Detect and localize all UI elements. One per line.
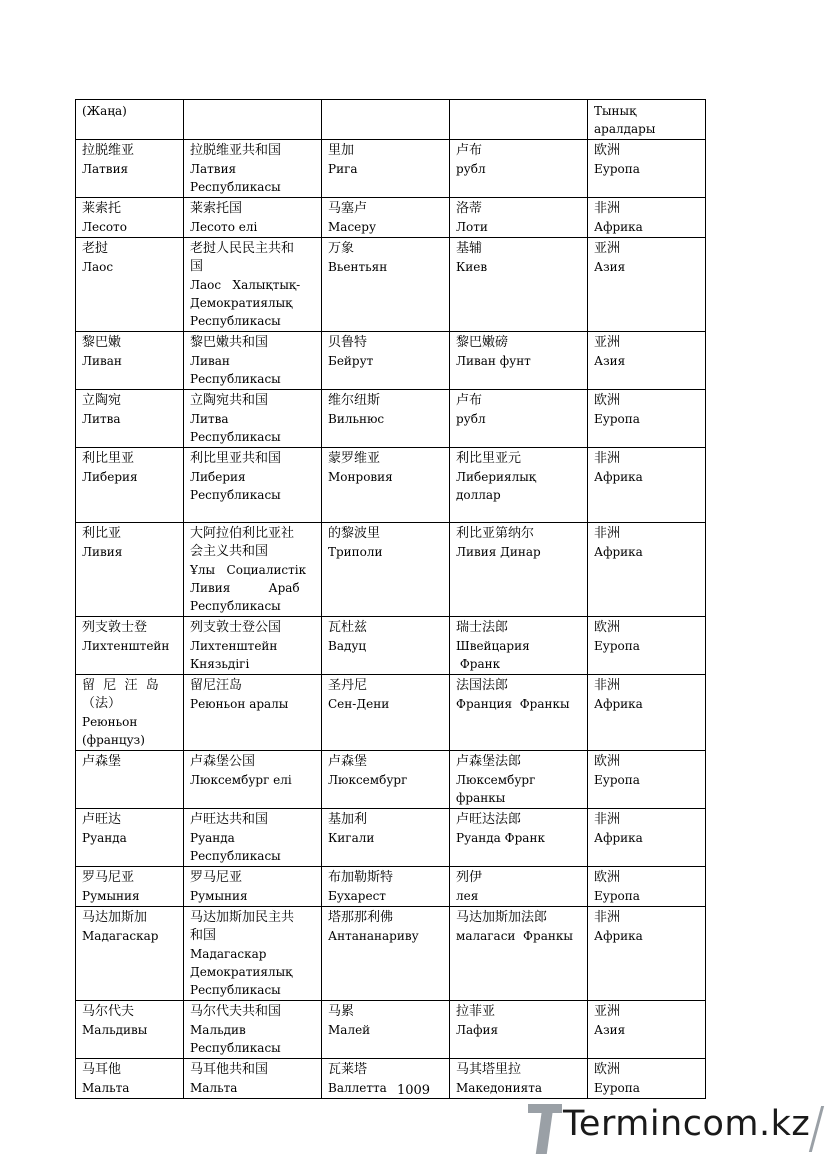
table-cell xyxy=(76,100,184,140)
table-cell xyxy=(76,751,184,809)
cell-line: 大阿拉伯利比亚社 xyxy=(190,526,295,541)
cell-line: 塔那那利佛 xyxy=(328,910,394,925)
table-cell xyxy=(184,448,322,523)
cell-line: （法） xyxy=(82,696,122,711)
cell-line: Антананариву xyxy=(328,929,419,943)
cell-line: Мальта xyxy=(82,1081,130,1095)
cell-line: Африка xyxy=(594,697,643,711)
cell-line: Демократиялық xyxy=(190,965,293,979)
cell-line: Румыния xyxy=(190,889,248,903)
cell-line: Еуропа xyxy=(594,1081,640,1095)
cell-line: Руанда xyxy=(190,831,235,845)
cell-line: Кигали xyxy=(328,831,375,845)
table-cell xyxy=(450,140,588,198)
cell-line: 利比里亚 xyxy=(82,451,135,466)
cell-line: доллар xyxy=(456,488,501,502)
cell-line: лея xyxy=(456,889,479,903)
cell-line: Азия xyxy=(594,354,626,368)
cell-line: Еуропа xyxy=(594,639,640,653)
cell-line: 列伊 xyxy=(456,870,483,885)
cell-line: Мальдивы xyxy=(82,1023,148,1037)
table-cell xyxy=(450,907,588,1001)
cell-line: 卢布 xyxy=(456,393,483,408)
cell-line: 莱索托 xyxy=(82,201,122,216)
table-cell xyxy=(450,448,588,523)
cell-line: 利比里亚共和国 xyxy=(190,451,282,466)
cell-line: 利比亚第纳尔 xyxy=(456,526,535,541)
table-cell xyxy=(450,332,588,390)
table-cell xyxy=(184,1001,322,1059)
cell-line: 马达加斯加民主共 xyxy=(190,910,295,925)
cell-line: Латвия xyxy=(190,162,237,176)
table-cell xyxy=(322,1001,450,1059)
table-cell xyxy=(588,332,706,390)
cell-line: 立陶宛共和国 xyxy=(190,393,269,408)
cell-line: 非洲 xyxy=(594,812,621,827)
cell-line: Республикасы xyxy=(190,1041,281,1055)
table-cell xyxy=(322,907,450,1001)
table-cell xyxy=(184,140,322,198)
cell-line: Сен-Дени xyxy=(328,697,390,711)
cell-line: Монровия xyxy=(328,470,393,484)
cell-line: 拉脱维亚共和国 xyxy=(190,143,282,158)
cell-line: Республикасы xyxy=(190,430,281,444)
table-row xyxy=(76,100,706,140)
cell-line: 非洲 xyxy=(594,526,621,541)
cell-line: Африка xyxy=(594,220,643,234)
cell-line: Бейрут xyxy=(328,354,374,368)
table-cell xyxy=(76,390,184,448)
table-cell xyxy=(588,238,706,332)
cell-line: 万象 xyxy=(328,241,355,256)
cell-line: 卢森堡 xyxy=(328,754,368,769)
cell-line: 卢布 xyxy=(456,143,483,158)
cell-line: 亚洲 xyxy=(594,241,621,256)
cell-line: Ұлы Социалистік xyxy=(190,563,307,577)
cell-line: Малей xyxy=(328,1023,371,1037)
table-row xyxy=(76,198,706,238)
cell-line: 卢旺达法郎 xyxy=(456,812,522,827)
cell-line: Лесото елі xyxy=(190,220,258,234)
cell-line: 列支敦士登公国 xyxy=(190,620,282,635)
table-cell xyxy=(322,100,450,140)
table-cell xyxy=(76,1001,184,1059)
table-cell xyxy=(588,751,706,809)
cell-line: Реюньон аралы xyxy=(190,697,289,711)
table-cell xyxy=(322,523,450,617)
cell-line: Рига xyxy=(328,162,358,176)
table-cell xyxy=(322,867,450,907)
cell-line: 贝鲁特 xyxy=(328,335,368,350)
cell-line: Еуропа xyxy=(594,889,640,903)
cell-line: 莱索托国 xyxy=(190,201,243,216)
cell-line: 基加利 xyxy=(328,812,368,827)
table-cell xyxy=(184,332,322,390)
table-cell xyxy=(588,198,706,238)
cell-line: (Жаңа) xyxy=(82,104,127,118)
cell-line: Республикасы xyxy=(190,372,281,386)
cell-line: 卢旺达 xyxy=(82,812,122,827)
cell-line: Республикасы xyxy=(190,488,281,502)
cell-line: Вадуц xyxy=(328,639,367,653)
cell-line: 瓦莱塔 xyxy=(328,1062,368,1077)
cell-line: Еуропа xyxy=(594,773,640,787)
table-cell xyxy=(322,390,450,448)
table-cell xyxy=(322,332,450,390)
table-cell xyxy=(76,140,184,198)
cell-line: 老挝人民民主共和 xyxy=(190,241,295,256)
cell-line: 欧洲 xyxy=(594,1062,621,1077)
cell-line: Либерия xyxy=(190,470,246,484)
table-cell xyxy=(450,809,588,867)
cell-line: 瑞士法郎 xyxy=(456,620,509,635)
cell-line: 圣丹尼 xyxy=(328,678,368,693)
logo-text: Termincom.kz xyxy=(563,1104,811,1144)
table-cell xyxy=(450,100,588,140)
table-cell xyxy=(322,751,450,809)
cell-line: Африка xyxy=(594,470,643,484)
cell-line: 黎巴嫩 xyxy=(82,335,122,350)
cell-line: 欧洲 xyxy=(594,870,621,885)
cell-line: 卢森堡 xyxy=(82,754,122,769)
cell-line: 国 xyxy=(190,259,204,274)
cell-line: 非洲 xyxy=(594,201,621,216)
cell-line: Ливан фунт xyxy=(456,354,531,368)
cell-line: Тынық xyxy=(594,104,637,118)
cell-line: 马尔代夫共和国 xyxy=(190,1004,282,1019)
table-row xyxy=(76,332,706,390)
table-cell xyxy=(588,523,706,617)
table-cell xyxy=(184,867,322,907)
table-cell xyxy=(184,238,322,332)
termincom-logo xyxy=(525,1098,825,1158)
cell-line: Франция Франкы xyxy=(456,697,570,711)
cell-line: Швейцария xyxy=(456,639,530,653)
cell-line: Франк xyxy=(456,657,501,671)
table-cell xyxy=(184,390,322,448)
table-cell xyxy=(450,523,588,617)
table-row xyxy=(76,523,706,617)
cell-line: малагаси Франкы xyxy=(456,929,573,943)
cell-line: 洛蒂 xyxy=(456,201,483,216)
cell-line: Мадагаскар xyxy=(190,947,267,961)
table-cell xyxy=(76,198,184,238)
table-cell xyxy=(184,675,322,751)
cell-line: 留 尼 汪 岛 xyxy=(82,678,159,693)
cell-line: 罗马尼亚 xyxy=(190,870,243,885)
cell-line: 老挝 xyxy=(82,241,109,256)
table-cell xyxy=(322,140,450,198)
cell-line: 欧洲 xyxy=(594,393,621,408)
cell-line: 亚洲 xyxy=(594,1004,621,1019)
cell-line: 马累 xyxy=(328,1004,355,1019)
cell-line: 利比里亚元 xyxy=(456,451,522,466)
table-row xyxy=(76,140,706,198)
cell-line: 立陶宛 xyxy=(82,393,122,408)
cell-line: 非洲 xyxy=(594,451,621,466)
table-row xyxy=(76,907,706,1001)
cell-line: Африка xyxy=(594,831,643,845)
cell-line: Руанда Франк xyxy=(456,831,545,845)
cell-line: Лоти xyxy=(456,220,488,234)
cell-line: 马其塔里拉 xyxy=(456,1062,522,1077)
cell-line: Либерия xyxy=(82,470,138,484)
cell-line: Валлетта xyxy=(328,1081,387,1095)
cell-line: 里加 xyxy=(328,143,355,158)
table-row xyxy=(76,751,706,809)
cell-line: Африка xyxy=(594,545,643,559)
cell-line: Князьдігі xyxy=(190,657,250,671)
table-cell xyxy=(588,100,706,140)
cell-line: Ливия Араб xyxy=(190,581,300,595)
cell-line: Лаос Халықтық- xyxy=(190,278,301,292)
cell-line: франкы xyxy=(456,791,506,805)
table-cell xyxy=(450,1001,588,1059)
table-cell xyxy=(76,523,184,617)
cell-line: Еуропа xyxy=(594,412,640,426)
cell-line: Еуропа xyxy=(594,162,640,176)
cell-line: 拉脱维亚 xyxy=(82,143,135,158)
table-cell xyxy=(450,238,588,332)
cell-line: Мальта xyxy=(190,1081,238,1095)
cell-line: Ливия Динар xyxy=(456,545,541,559)
table-cell xyxy=(76,448,184,523)
table-cell xyxy=(588,448,706,523)
table-row xyxy=(76,390,706,448)
cell-line: Люксембург xyxy=(328,773,408,787)
table-cell xyxy=(588,675,706,751)
cell-line: Бухарест xyxy=(328,889,386,903)
cell-line: 亚洲 xyxy=(594,335,621,350)
cell-line: Киев xyxy=(456,260,488,274)
table-cell xyxy=(322,448,450,523)
table-cell xyxy=(450,198,588,238)
table-cell xyxy=(322,675,450,751)
table-row xyxy=(76,1001,706,1059)
cell-line: Мальдив xyxy=(190,1023,246,1037)
cell-line: Либериялық xyxy=(456,470,537,484)
table-cell xyxy=(184,907,322,1001)
table-cell xyxy=(588,867,706,907)
cell-line: Латвия xyxy=(82,162,129,176)
cell-line: Лафия xyxy=(456,1023,499,1037)
cell-line: Ливан xyxy=(82,354,122,368)
cell-line: 非洲 xyxy=(594,678,621,693)
cell-line: Азия xyxy=(594,260,626,274)
cell-line: Ливия xyxy=(82,545,123,559)
table-cell xyxy=(588,390,706,448)
cell-line: рубл xyxy=(456,162,486,176)
table-cell xyxy=(450,390,588,448)
cell-line: 维尔纽斯 xyxy=(328,393,381,408)
cell-line: Триполи xyxy=(328,545,383,559)
cell-line: 蒙罗维亚 xyxy=(328,451,381,466)
table-cell xyxy=(588,140,706,198)
cell-line: Республикасы xyxy=(190,983,281,997)
table-cell xyxy=(588,907,706,1001)
table-cell xyxy=(76,617,184,675)
cell-line: 非洲 xyxy=(594,910,621,925)
table-cell xyxy=(450,867,588,907)
cell-line: Реюньон xyxy=(82,715,138,729)
table-row xyxy=(76,809,706,867)
cell-line: 马尔代夫 xyxy=(82,1004,135,1019)
cell-line: Вьентьян xyxy=(328,260,388,274)
cell-line: Румыния xyxy=(82,889,140,903)
cell-line: 马塞卢 xyxy=(328,201,368,216)
cell-line: Республикасы xyxy=(190,849,281,863)
cell-line: 马耳他 xyxy=(82,1062,122,1077)
table-cell xyxy=(450,617,588,675)
table-cell xyxy=(450,751,588,809)
table-cell xyxy=(184,100,322,140)
cell-line: Мадагаскар xyxy=(82,929,159,943)
table-cell xyxy=(184,523,322,617)
cell-line: Республикасы xyxy=(190,180,281,194)
cell-line: 和国 xyxy=(190,928,217,943)
cell-line: Люксембург елі xyxy=(190,773,292,787)
cell-line: 的黎波里 xyxy=(328,526,381,541)
cell-line: Литва xyxy=(190,412,229,426)
cell-line: 会主义共和国 xyxy=(190,544,269,559)
cell-line: 布加勒斯特 xyxy=(328,870,394,885)
table-cell xyxy=(184,617,322,675)
cell-line: Республикасы xyxy=(190,599,281,613)
cell-line: 卢旺达共和国 xyxy=(190,812,269,827)
cell-line: Ливан xyxy=(190,354,230,368)
cell-line: аралдары xyxy=(594,122,656,136)
table-cell xyxy=(76,332,184,390)
cell-line: Республикасы xyxy=(190,314,281,328)
page-number: 1009 xyxy=(396,1083,431,1098)
cell-line: 列支敦士登 xyxy=(82,620,148,635)
cell-line: 欧洲 xyxy=(594,620,621,635)
cell-line: 拉菲亚 xyxy=(456,1004,496,1019)
table-cell xyxy=(76,809,184,867)
cell-line: рубл xyxy=(456,412,486,426)
cell-line: 黎巴嫩磅 xyxy=(456,335,509,350)
cell-line: Лихтенштейн xyxy=(82,639,170,653)
cell-line: Вильнюс xyxy=(328,412,385,426)
cell-line: 瓦杜兹 xyxy=(328,620,368,635)
cell-line: 黎巴嫩共和国 xyxy=(190,335,269,350)
cell-line: Лесото xyxy=(82,220,127,234)
table-cell xyxy=(588,809,706,867)
table-row xyxy=(76,867,706,907)
table-row xyxy=(76,617,706,675)
cell-line: Лихтенштейн xyxy=(190,639,278,653)
table-cell xyxy=(76,907,184,1001)
cell-line: (француз) xyxy=(82,733,145,747)
table-cell xyxy=(184,751,322,809)
cell-line: Демократиялық xyxy=(190,296,293,310)
table-cell xyxy=(322,238,450,332)
cell-line: Лаос xyxy=(82,260,114,274)
table-cell xyxy=(450,675,588,751)
cell-line: Люксембург xyxy=(456,773,536,787)
table-cell xyxy=(322,198,450,238)
cell-line: 留尼汪岛 xyxy=(190,678,243,693)
cell-line: 欧洲 xyxy=(594,143,621,158)
table-cell xyxy=(322,617,450,675)
cell-line: 马达加斯加法郎 xyxy=(456,910,548,925)
cell-line: 利比亚 xyxy=(82,526,122,541)
cell-line: 马达加斯加 xyxy=(82,910,148,925)
cell-line: 欧洲 xyxy=(594,754,621,769)
cell-line: 基辅 xyxy=(456,241,483,256)
cell-line: 卢森堡公国 xyxy=(190,754,256,769)
table-cell xyxy=(76,675,184,751)
cell-line: 罗马尼亚 xyxy=(82,870,135,885)
cell-line: 马耳他共和国 xyxy=(190,1062,269,1077)
table-row xyxy=(76,448,706,523)
cell-line: Масеру xyxy=(328,220,377,234)
cell-line: 法国法郎 xyxy=(456,678,509,693)
cell-line: Руанда xyxy=(82,831,127,845)
cell-line: Литва xyxy=(82,412,121,426)
table-cell xyxy=(76,238,184,332)
table-cell xyxy=(184,198,322,238)
table-cell xyxy=(322,809,450,867)
table-cell xyxy=(588,617,706,675)
table-cell xyxy=(76,867,184,907)
cell-line: Азия xyxy=(594,1023,626,1037)
country-table xyxy=(75,99,706,1099)
table-row xyxy=(76,675,706,751)
table-cell xyxy=(588,1001,706,1059)
table-row xyxy=(76,238,706,332)
cell-line: 卢森堡法郎 xyxy=(456,754,522,769)
cell-line: Македониятa xyxy=(456,1081,543,1095)
cell-line: Африка xyxy=(594,929,643,943)
table-cell xyxy=(184,809,322,867)
